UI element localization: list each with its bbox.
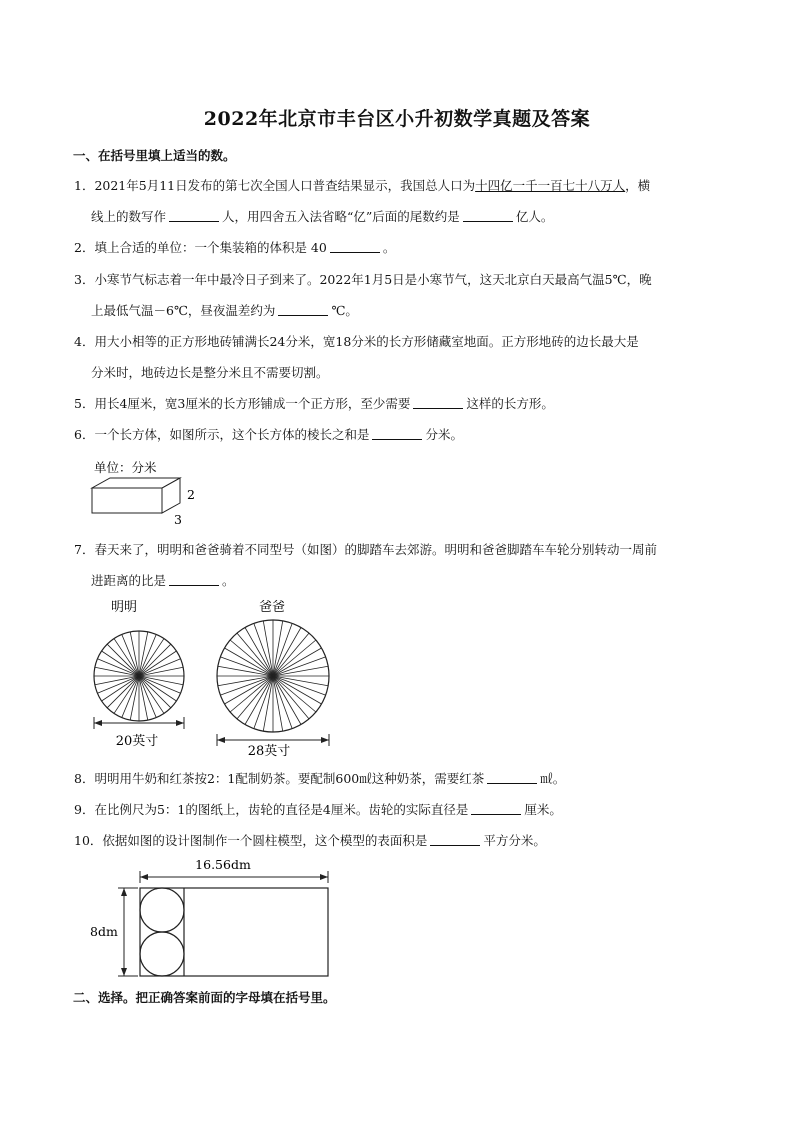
q10-text: 依据如图的设计图制作一个圆柱模型，这个模型的表面积是 — [102, 833, 428, 848]
section-1-heading: 一、在括号里填上适当的数。 — [73, 148, 236, 163]
design-height-label: 8dm — [90, 924, 118, 939]
cuboid-top-face — [92, 478, 180, 488]
q1-line2c: 亿人。 — [515, 209, 554, 224]
design-top-circle — [140, 888, 184, 932]
q10-blank[interactable] — [430, 832, 480, 846]
section-2-heading: 二、选择。把正确答案前面的字母填在括号里。 — [73, 990, 336, 1005]
wheel-spoke — [139, 676, 171, 708]
q5-blank[interactable] — [413, 395, 463, 409]
q5-text: 用长4厘米，宽3厘米的长方形铺成一个正方形，至少需要 — [94, 396, 411, 411]
question-10 — [74, 825, 724, 856]
q1-number: 1． — [74, 178, 95, 193]
question-9 — [74, 794, 724, 825]
q10-number: 10． — [74, 833, 103, 848]
q3-line2b: ℃。 — [331, 303, 358, 318]
q7-line2a: 进距离的比是 — [91, 573, 167, 588]
q3-number: 3． — [74, 272, 95, 287]
design-width-label: 16.56dm — [195, 857, 251, 872]
question-5 — [74, 388, 724, 419]
q8-number: 8． — [74, 771, 95, 786]
q9-number: 9． — [74, 802, 95, 817]
q9-text: 在比例尺为5：1的图纸上，齿轮的直径是4厘米。齿轮的实际直径是 — [94, 802, 469, 817]
q1-line2b: 人，用四舍五入法省略“亿”后面的尾数约是 — [222, 209, 460, 224]
q4-line2: 分米时，地砖边长是整分米且不需要切割。 — [91, 365, 329, 380]
wheel-mingming-size: 20英寸 — [115, 734, 159, 749]
q6-end: 分米。 — [425, 427, 463, 442]
q8-end: ㎖。 — [540, 771, 566, 786]
wheel-spoke — [139, 644, 171, 676]
q5-end: 这样的长方形。 — [466, 396, 554, 411]
design-width-dimension — [140, 871, 328, 883]
q2-blank[interactable] — [330, 239, 380, 253]
q2-text: 填上合适的单位：一个集装箱的体积是 40 — [94, 240, 327, 255]
q6-text: 一个长方体，如图所示，这个长方体的棱长之和是 — [94, 427, 370, 442]
q3-line2a: 上最低气温－6℃，昼夜温差约为 — [91, 303, 276, 318]
q7-line1: 春天来了，明明和爸爸骑着不同型号（如图）的脚踏车去郊游。明明和爸爸脚踏车车轮分别转动一周前 — [94, 542, 657, 557]
design-bottom-circle — [140, 932, 184, 976]
wheels-figure — [80, 595, 360, 760]
cuboid-unit-label: 单位：分米 — [94, 460, 157, 475]
q3-blank[interactable] — [278, 302, 328, 316]
cuboid-height-label: 2 — [187, 487, 195, 502]
q4-line1: 用大小相等的正方形地砖铺满长24分米，宽18分米的长方形储藏室地面。正方形地砖的边长最大是 — [94, 334, 639, 349]
q6-number: 6． — [74, 427, 95, 442]
q2-number: 2． — [74, 240, 95, 255]
q6-blank[interactable] — [372, 426, 422, 440]
q5-number: 5． — [74, 396, 95, 411]
q7-blank[interactable] — [169, 572, 219, 586]
cuboid-side-face — [162, 478, 180, 513]
wheel-baba-size: 28英寸 — [247, 744, 291, 759]
question-6 — [74, 419, 724, 450]
wheel-spoke — [107, 644, 139, 676]
q7-line2b: 。 — [222, 573, 235, 588]
question-8 — [74, 763, 724, 794]
cuboid-figure — [86, 455, 216, 527]
question-1 — [74, 170, 724, 232]
q1-text-end: ，横 — [625, 178, 651, 193]
question-2 — [74, 232, 724, 263]
q1-text: 2021年5月11日发布的第七次全国人口普查结果显示，我国总人口为 — [94, 178, 476, 193]
question-7 — [74, 534, 724, 596]
page-title: 2022年北京市丰台区小升初数学真题及答案 — [203, 108, 591, 130]
q8-text: 明明用牛奶和红茶按2：1配制奶茶。要配制600㎖这种奶茶，需要红茶 — [94, 771, 485, 786]
wheel-mingming-label: 明明 — [110, 600, 138, 615]
cylinder-design-figure — [86, 855, 346, 980]
wheel-spoke — [107, 676, 139, 708]
q7-number: 7． — [74, 542, 95, 557]
wheel-mingming — [94, 631, 184, 721]
q1-underlined-number: 十四亿一千一百七十八万人 — [475, 178, 626, 193]
wheel-baba — [217, 620, 329, 732]
q4-number: 4． — [74, 334, 95, 349]
q1-blank-1[interactable] — [169, 208, 219, 222]
question-4 — [74, 326, 724, 388]
q2-end: 。 — [382, 240, 396, 255]
cuboid-depth-label: 3 — [174, 512, 182, 527]
q10-end: 平方分米。 — [483, 833, 546, 848]
q9-blank[interactable] — [471, 801, 521, 815]
q3-line1: 小寒节气标志着一年中最冷日子到来了。2022年1月5日是小寒节气，这天北京白天最高气温5℃，晚 — [94, 272, 652, 287]
q1-blank-2[interactable] — [463, 208, 513, 222]
cuboid-front-face — [92, 488, 162, 513]
q1-line2a: 线上的数写作 — [91, 209, 167, 224]
q8-blank[interactable] — [487, 770, 537, 784]
question-3 — [74, 264, 724, 326]
design-height-dimension — [118, 888, 138, 976]
design-outer-rectangle — [140, 888, 328, 976]
q9-end: 厘米。 — [524, 802, 562, 817]
wheel-baba-label: 爸爸 — [258, 600, 286, 615]
